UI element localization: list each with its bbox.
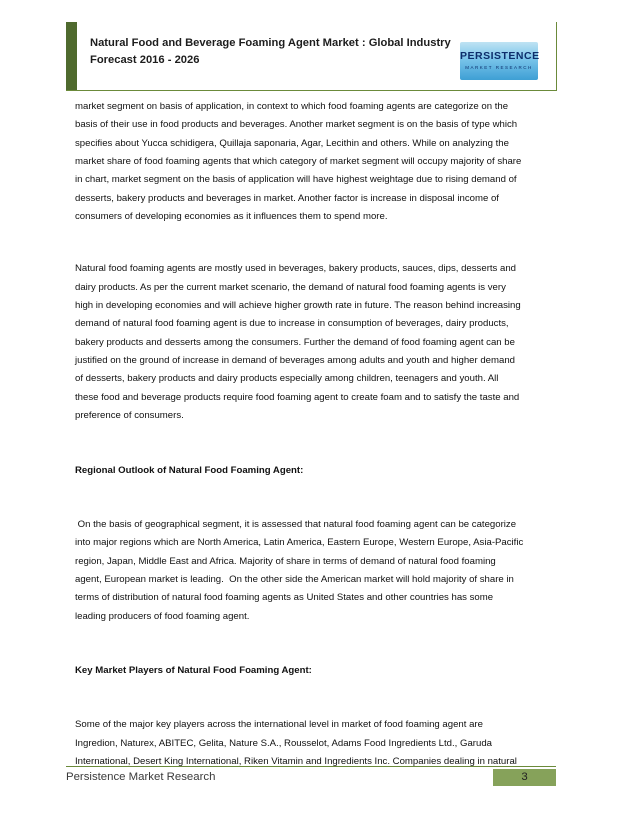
text-line: into major regions which are North America, Latin America, Eastern Europe, Western Europe, Asia-Pacific [75,537,524,549]
heading-regional-outlook: Regional Outlook of Natural Food Foaming Agent: [75,464,304,476]
text-line: specifies about Yucca schidigera, Quillaja saponaria, Agar, Lecithin and others. While on analyzing the [75,137,509,149]
paragraph-demand [75,260,563,425]
text-line: bakery products and desserts among the consumers. Further the demand of food foaming agent can be [75,336,515,348]
persistence-logo [460,42,538,80]
paragraph-regional [75,516,563,626]
text-line: dairy products. As per the current market scenario, the demand of natural food foaming agents is very [75,281,506,293]
text-line: basis of their use in food products and beverages. Another market segment is on the basis of type which [75,119,518,131]
text-line: consumers of developing economies as it influences them to spend more. [75,211,388,223]
page-number: 3 [493,769,556,786]
text-line: region, Japan, Middle East and Africa. Majority of share in terms of demand of natural food foaming [75,555,496,567]
page-footer [66,766,556,787]
text-line: of desserts, bakery products and dairy products especially among children, teenagers and youth. All [75,373,499,385]
text-line: Some of the major key players across the international level in market of food foaming agent are [75,719,483,731]
page-body [75,98,563,771]
logo-tagline: MARKET RESEARCH [465,65,533,70]
text-line: desserts, bakery products and beverages in market. Another factor is increase in disposal income of [75,192,499,204]
text-line: terms of distribution of natural food foaming agents as United States and other countries has some [75,592,494,604]
title-line-1: Natural Food and Beverage Foaming Agent Market : Global Industry [90,37,451,49]
text-line: Ingredion, Naturex, ABITEC, Gelita, Nature S.A., Rousselot, Adams Food Ingredients Ltd., Garuda [75,737,493,749]
paragraph-key-players [75,716,563,771]
text-line: International, Desert King International, Riken Vitamin and Ingredients Inc. Companies dealing in natural [75,755,517,767]
paragraph-segmentation [75,98,563,226]
heading-key-players: Key Market Players of Natural Food Foaming Agent: [75,664,312,676]
text-line: demand of natural food foaming agent is due to increase in consumption of beverages, dairy products, [75,318,509,330]
footer-company: Persistence Market Research [66,771,216,783]
text-line: in chart, market segment on the basis of application will have highest weightage due to rising demand of [75,174,517,186]
title-line-2: Forecast 2016 - 2026 [90,54,200,66]
text-line: agent, European market is leading. On the other side the American market will hold majority of share in [75,573,514,585]
text-line: market segment on basis of application, in context to which food foaming agents are categorize on the [75,101,509,112]
text-line: On the basis of geographical segment, it is assessed that natural food foaming agent can be categorize [75,518,517,530]
text-line: justified on the ground of increase in demand of beverages among adults and youth and higher demand [75,355,516,367]
text-line: market share of food foaming agents that which category of market segment will occupy majority of share [75,156,522,168]
text-line: these food and beverage products require food foaming agent to create foam and to satisfy the taste and [75,391,520,403]
text-line: Natural food foaming agents are mostly used in beverages, bakery products, sauces, dips, desserts and [75,263,517,275]
logo-wordmark: PERSISTENCE [460,50,540,62]
text-line: leading producers of food foaming agent. [75,610,250,622]
document-title [90,35,460,69]
text-line: preference of consumers. [75,410,184,422]
text-line: high in developing economies and will achieve higher growth rate in future. The reason behind increasing [75,300,521,312]
